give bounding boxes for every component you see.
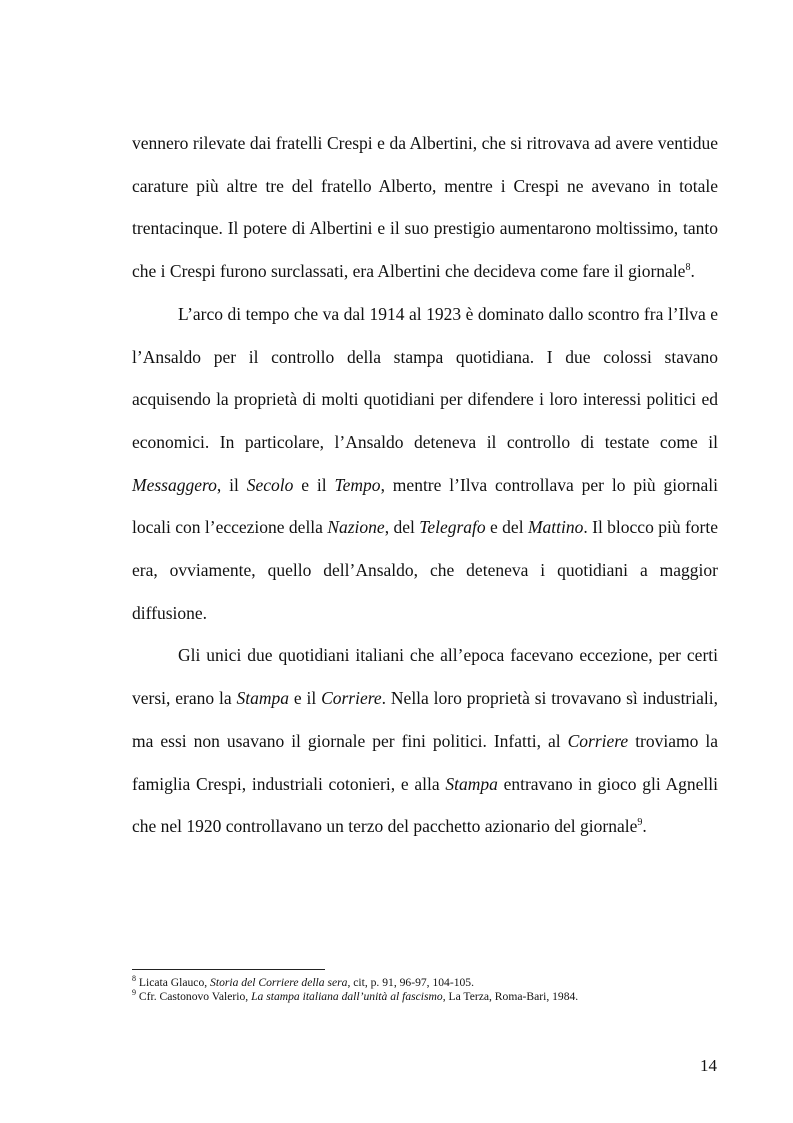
footnote-ref: 9 [637, 817, 643, 829]
footnote-ref: 8 [132, 974, 136, 984]
italic-title: Corriere [321, 688, 382, 709]
italic-title: Mattino [527, 517, 584, 538]
text-run: entravano in gioco gli Agnelli che nel 1920 controllavano un terzo del pacchetto azionario del giornale [132, 773, 718, 837]
italic-title: Stampa [236, 688, 289, 709]
paragraph-2 [132, 293, 718, 635]
text-run: . Il blocco più forte era, ovviamente, quello dell’Ansaldo, che deteneva i quotidiani a maggior diffusione. [132, 517, 718, 623]
italic-title: Nazione [327, 517, 385, 538]
text-run: , La Terza, Roma-Bari, 1984. [442, 990, 579, 1003]
footnote-ref: 8 [685, 262, 691, 274]
text-run: . [690, 261, 695, 282]
italic-title: Storia del Corriere della sera [210, 976, 348, 989]
text-run: , del [384, 517, 420, 538]
italic-title: Tempo [334, 474, 381, 495]
body-text [132, 122, 718, 848]
text-run: e il [293, 474, 335, 495]
italic-title: Corriere [567, 730, 629, 751]
text-run: Cfr. Castonovo Valerio, [136, 990, 252, 1003]
text-run: vennero rilevate dai fratelli Crespi e da Albertini, che si ritrovava ad avere ventidue carature più altre tre del fratello Alberto, mentre i Crespi ne avevano in totale trentacinque. Il potere di Albertini e il suo prestigio aumentarono moltissimo, tanto che i Crespi furono surclassati, era Albertini che decideva come fare il giornale [132, 133, 718, 282]
italic-title: La stampa italiana dall’unità al fascismo [251, 990, 443, 1003]
paragraph-3 [132, 634, 718, 848]
text-run: , mentre l’Ilva controllava per lo più giornali locali con l’eccezione della [132, 474, 718, 538]
italic-title: Stampa [445, 773, 498, 794]
footnote-ref: 9 [132, 988, 136, 998]
footnote-8 [132, 976, 718, 990]
page-number: 14 [700, 1056, 717, 1075]
footnotes [132, 976, 718, 1004]
footnote-9 [132, 990, 718, 1004]
text-run: Gli unici due quotidiani italiani che all’epoca facevano eccezione, per certi versi, erano la [132, 645, 718, 709]
italic-title: Telegrafo [419, 517, 486, 538]
text-run: , cit, p. 91, 96-97, 104-105. [347, 976, 475, 989]
text-run: troviamo la famiglia Crespi, industriali cotonieri, e alla [132, 730, 719, 794]
text-run: . [642, 816, 647, 837]
text-run: L’arco di tempo che va dal 1914 al 1923 è dominato dallo scontro fra l’Ilva e l’Ansaldo per il controllo della stampa quotidiana. I due colossi stavano acquisendo la proprietà di molti quotidiani per difendere i loro interessi politici ed economici. In particolare, l’Ansaldo deteneva il controllo di testate come il [132, 303, 718, 452]
italic-title: Secolo [246, 474, 294, 495]
footnote-separator [132, 969, 325, 970]
text-run: , il [216, 474, 247, 495]
text-run: e del [485, 517, 528, 538]
text-run: e il [288, 688, 322, 709]
text-run: . Nella loro proprietà si trovavano sì industriali, ma essi non usavano il giornale per fini politici. Infatti, al [132, 688, 718, 751]
text-run: Licata Glauco, [136, 976, 211, 989]
italic-title: Messaggero [132, 474, 217, 495]
paragraph-1 [132, 122, 718, 293]
